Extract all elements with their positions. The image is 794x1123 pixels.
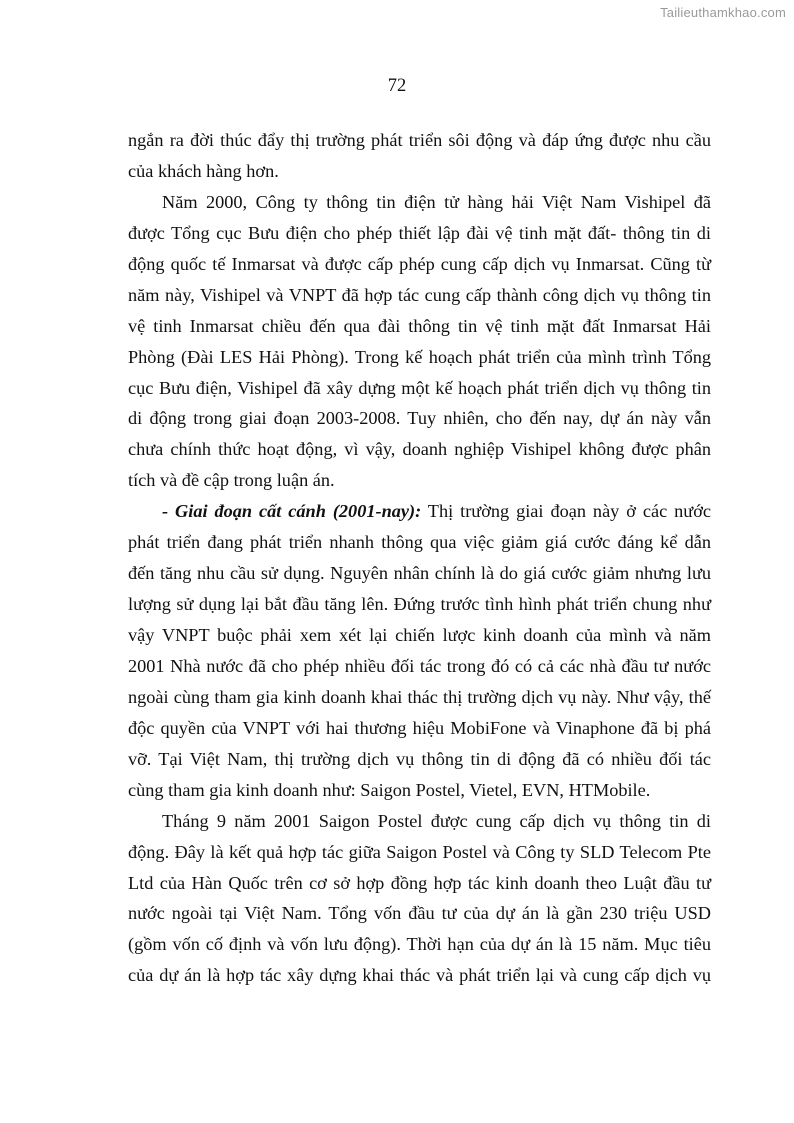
paragraph [128, 125, 711, 187]
text-line: Ltd của Hàn Quốc trên cơ sở hợp đồng hợp tác kinh doanh theo Luật đầu tư [128, 872, 711, 893]
text-line: được Tổng cục Bưu điện cho phép thiết lập đài vệ tinh mặt đất- thông tin di [128, 222, 711, 243]
text-line: di động trong giai đoạn 2003-2008. Tuy nhiên, cho đến nay, dự án này vẫn [128, 408, 711, 429]
text-line: động quốc tế Inmarsat và được cấp phép cung cấp dịch vụ Inmarsat. Cũng từ [128, 253, 711, 274]
paragraph [128, 187, 711, 496]
text-line: vệ tinh Inmarsat chiều đến qua đài thông tin vệ tinh mặt đất Inmarsat Hải [128, 315, 711, 336]
text-line: Phòng (Đài LES Hải Phòng). Trong kế hoạch phát triển của mình trình Tổng [128, 346, 711, 367]
paragraph [128, 496, 711, 805]
text-line: Tháng 9 năm 2001 Saigon Postel được cung cấp dịch vụ thông tin di [162, 810, 711, 831]
text-line: phát triển đang phát triển nhanh thông qua việc giảm giá cước đáng kể dẫn [128, 532, 711, 553]
text-line: cùng tham gia kinh doanh như: Saigon Postel, Vietel, EVN, HTMobile. [128, 779, 651, 800]
text-line: chưa chính thức hoạt động, vì vậy, doanh nghiệp Vishipel không được phân [128, 439, 711, 460]
text-line: ngắn ra đời thúc đẩy thị trường phát triển sôi động và đáp ứng được nhu cầu [128, 130, 711, 150]
text-line [128, 496, 711, 527]
text-line: đến tăng nhu cầu sử dụng. Nguyên nhân chính là do giá cước giảm nhưng lưu [128, 563, 711, 584]
document-body [128, 125, 711, 991]
text-line: ngoài cùng tham gia kinh doanh khai thác thị trường dịch vụ này. Như vậy, thế [128, 686, 711, 707]
text-line: (gồm vốn cố định và vốn lưu động). Thời hạn của dự án là 15 năm. Mục tiêu [128, 934, 711, 955]
text-line: của dự án là hợp tác xây dựng khai thác và phát triển lại và cung cấp dịch vụ [128, 965, 711, 986]
text-line: vỡ. Tại Việt Nam, thị trường dịch vụ thông tin di động đã có nhiều đối tác [128, 748, 711, 769]
text-line: độc quyền của VNPT với hai thương hiệu MobiFone và Vinaphone đã bị phá [128, 717, 711, 738]
section-heading-inline: - Giai đoạn cất cánh (2001-nay): [162, 501, 422, 522]
text-line: năm này, Vishipel và VNPT đã hợp tác cung cấp thành công dịch vụ thông tin [128, 284, 711, 305]
text-line: lượng sử dụng lại bắt đầu tăng lên. Đứng trước tình hình phát triển chung như [128, 594, 711, 615]
text-line: nước ngoài tại Việt Nam. Tổng vốn đầu tư của dự án là gần 230 triệu USD [128, 903, 711, 924]
text-line: cục Bưu điện, Vishipel đã xây dựng một kế hoạch phát triển dịch vụ thông tin [128, 377, 711, 398]
text-line: động. Đây là kết quả hợp tác giữa Saigon Postel và Công ty SLD Telecom Pte [128, 841, 711, 862]
watermark: Tailieuthamkhao.com [660, 5, 786, 20]
text-line: tích và đề cập trong luận án. [128, 470, 335, 491]
text-line: của khách hàng hơn. [128, 160, 279, 181]
text-line: Năm 2000, Công ty thông tin điện tử hàng hải Việt Nam Vishipel đã [162, 191, 711, 212]
page-number: 72 [387, 76, 407, 96]
text-line: vậy VNPT buộc phải xem xét lại chiến lược kinh doanh của mình và năm [128, 625, 711, 645]
line-text: Thị trường giai đoạn này ở các nước [421, 501, 711, 522]
paragraph [128, 806, 711, 992]
text-line: 2001 Nhà nước đã cho phép nhiều đối tác trong đó có cả các nhà đầu tư nước [128, 655, 711, 676]
